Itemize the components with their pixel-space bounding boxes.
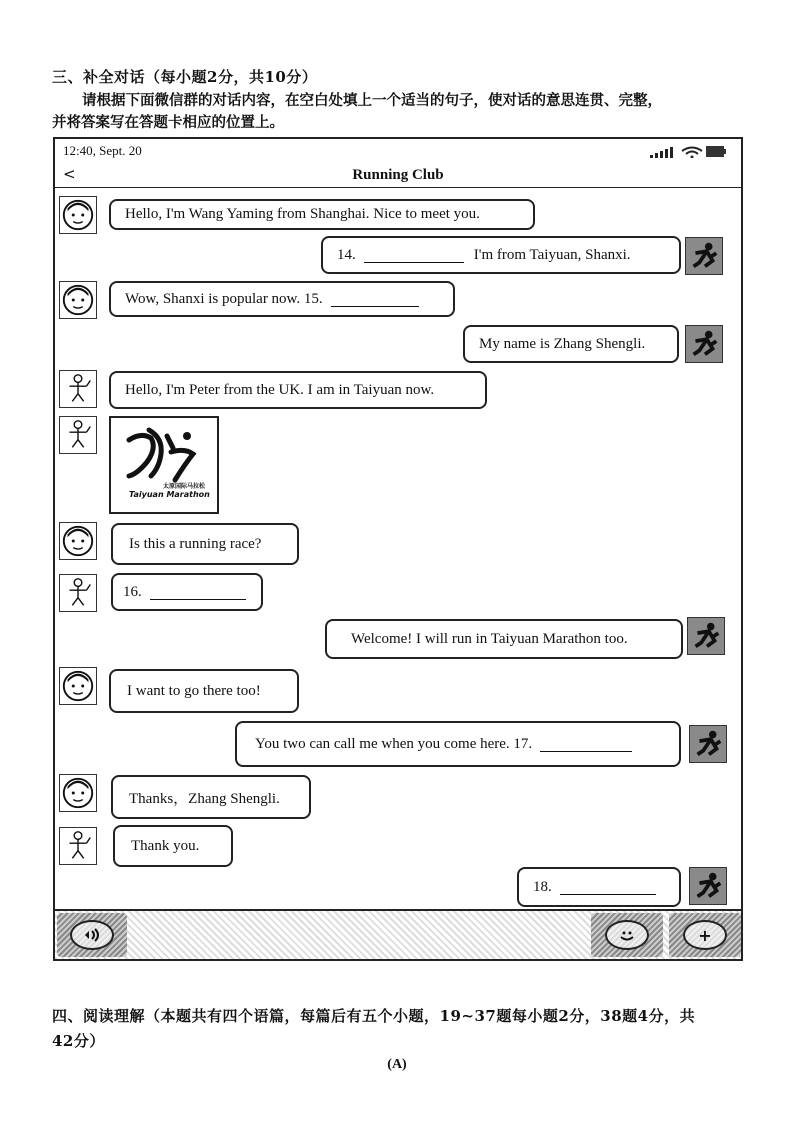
blank-number: 16. xyxy=(123,583,142,600)
blank-number: 18. xyxy=(533,878,552,895)
chat-screen xyxy=(53,137,743,961)
avatar-peter[interactable] xyxy=(59,574,97,612)
avatar-zhang[interactable] xyxy=(689,867,727,905)
message-bubble: Thanks，Zhang Shengli. xyxy=(111,775,311,819)
wifi-icon xyxy=(681,146,703,158)
message-bubble: Thank you. xyxy=(113,825,233,867)
runner-icon xyxy=(686,238,722,274)
logo-english-text: Taiyuan Marathon xyxy=(129,490,210,499)
face-icon xyxy=(60,775,96,811)
message-text: Wow, Shanxi is popular now. 15. xyxy=(125,290,323,307)
message-bubble xyxy=(517,867,681,907)
avatar-wang[interactable] xyxy=(59,774,97,812)
avatar-zhang[interactable] xyxy=(687,617,725,655)
answer-blank[interactable] xyxy=(331,292,419,307)
message-bubble xyxy=(321,236,681,274)
message-bubble xyxy=(111,573,263,611)
back-button[interactable]: < xyxy=(63,165,76,183)
face-icon xyxy=(60,668,96,704)
face-icon xyxy=(60,523,96,559)
runner-icon xyxy=(690,726,726,762)
message-bubble xyxy=(235,721,681,767)
section4-line-1: 四、阅读理解（本题共有四个语篇，每篇后有五个小题，19~37题每小题2分，38题4分，共 xyxy=(52,1007,696,1025)
section3-heading: 三、补全对话（每小题2分，共10分） xyxy=(52,68,318,86)
marathon-logo-image[interactable] xyxy=(109,416,219,514)
stick-figure-icon xyxy=(60,575,96,611)
status-time: 12:40, Sept. 20 xyxy=(63,143,142,158)
face-icon xyxy=(60,282,96,318)
message-bubble: I want to go there too! xyxy=(109,669,299,713)
stick-figure-icon xyxy=(60,417,96,453)
avatar-zhang[interactable] xyxy=(685,237,723,275)
message-bubble: Hello, I'm Peter from the UK. I am in Taiyuan now. xyxy=(109,371,487,409)
message-bubble xyxy=(109,281,455,317)
avatar-zhang[interactable] xyxy=(689,725,727,763)
section4-heading xyxy=(52,1004,752,1054)
instruction-line-1: 请根据下面微信群的对话内容，在空白处填上一个适当的句子，使对话的意思连贯、完整， xyxy=(82,92,662,109)
input-toolbar xyxy=(55,909,741,959)
avatar-peter[interactable] xyxy=(59,416,97,454)
runner-icon xyxy=(690,868,726,904)
blank-number: 14. xyxy=(337,246,356,263)
section4-line-2: 42分） xyxy=(52,1032,105,1050)
voice-icon xyxy=(70,920,114,950)
avatar-peter[interactable] xyxy=(59,370,97,408)
plus-icon: + xyxy=(683,920,727,950)
avatar-peter[interactable] xyxy=(59,827,97,865)
answer-blank[interactable] xyxy=(560,880,656,895)
face-icon xyxy=(60,197,96,233)
avatar-wang[interactable] xyxy=(59,667,97,705)
stick-figure-icon xyxy=(60,371,96,407)
message-text: I'm from Taiyuan, Shanxi. xyxy=(473,246,631,263)
message-bubble: Is this a running race? xyxy=(111,523,299,565)
emoji-icon xyxy=(605,920,649,950)
answer-blank[interactable] xyxy=(150,585,246,600)
message-bubble: Hello, I'm Wang Yaming from Shanghai. Nice to meet you. xyxy=(109,199,535,230)
chat-title: Running Club xyxy=(352,167,444,183)
stick-figure-icon xyxy=(60,828,96,864)
signal-icon xyxy=(650,145,727,158)
message-text: You two can call me when you come here. 17. xyxy=(255,735,533,752)
avatar-zhang[interactable] xyxy=(685,325,723,363)
part-label: (A) xyxy=(387,1057,407,1072)
avatar-wang[interactable] xyxy=(59,281,97,319)
instruction-line-2: 并将答案写在答题卡相应的位置上。 xyxy=(52,114,284,131)
voice-button[interactable] xyxy=(57,913,127,957)
message-bubble: My name is Zhang Shengli. xyxy=(463,325,679,363)
emoji-button[interactable] xyxy=(591,913,663,957)
avatar-wang[interactable] xyxy=(59,196,97,234)
answer-blank[interactable] xyxy=(540,737,632,752)
chat-header xyxy=(55,165,741,188)
message-bubble: Welcome! I will run in Taiyuan Marathon too. xyxy=(325,619,683,659)
answer-blank[interactable] xyxy=(364,248,464,263)
runner-icon xyxy=(688,618,724,654)
battery-icon xyxy=(705,145,727,158)
marathon-logo xyxy=(111,418,221,516)
avatar-wang[interactable] xyxy=(59,522,97,560)
section3-instruction xyxy=(52,90,752,134)
plus-button[interactable] xyxy=(669,913,741,957)
runner-icon xyxy=(686,326,722,362)
logo-chinese-text: 太原国际马拉松 xyxy=(163,483,206,490)
